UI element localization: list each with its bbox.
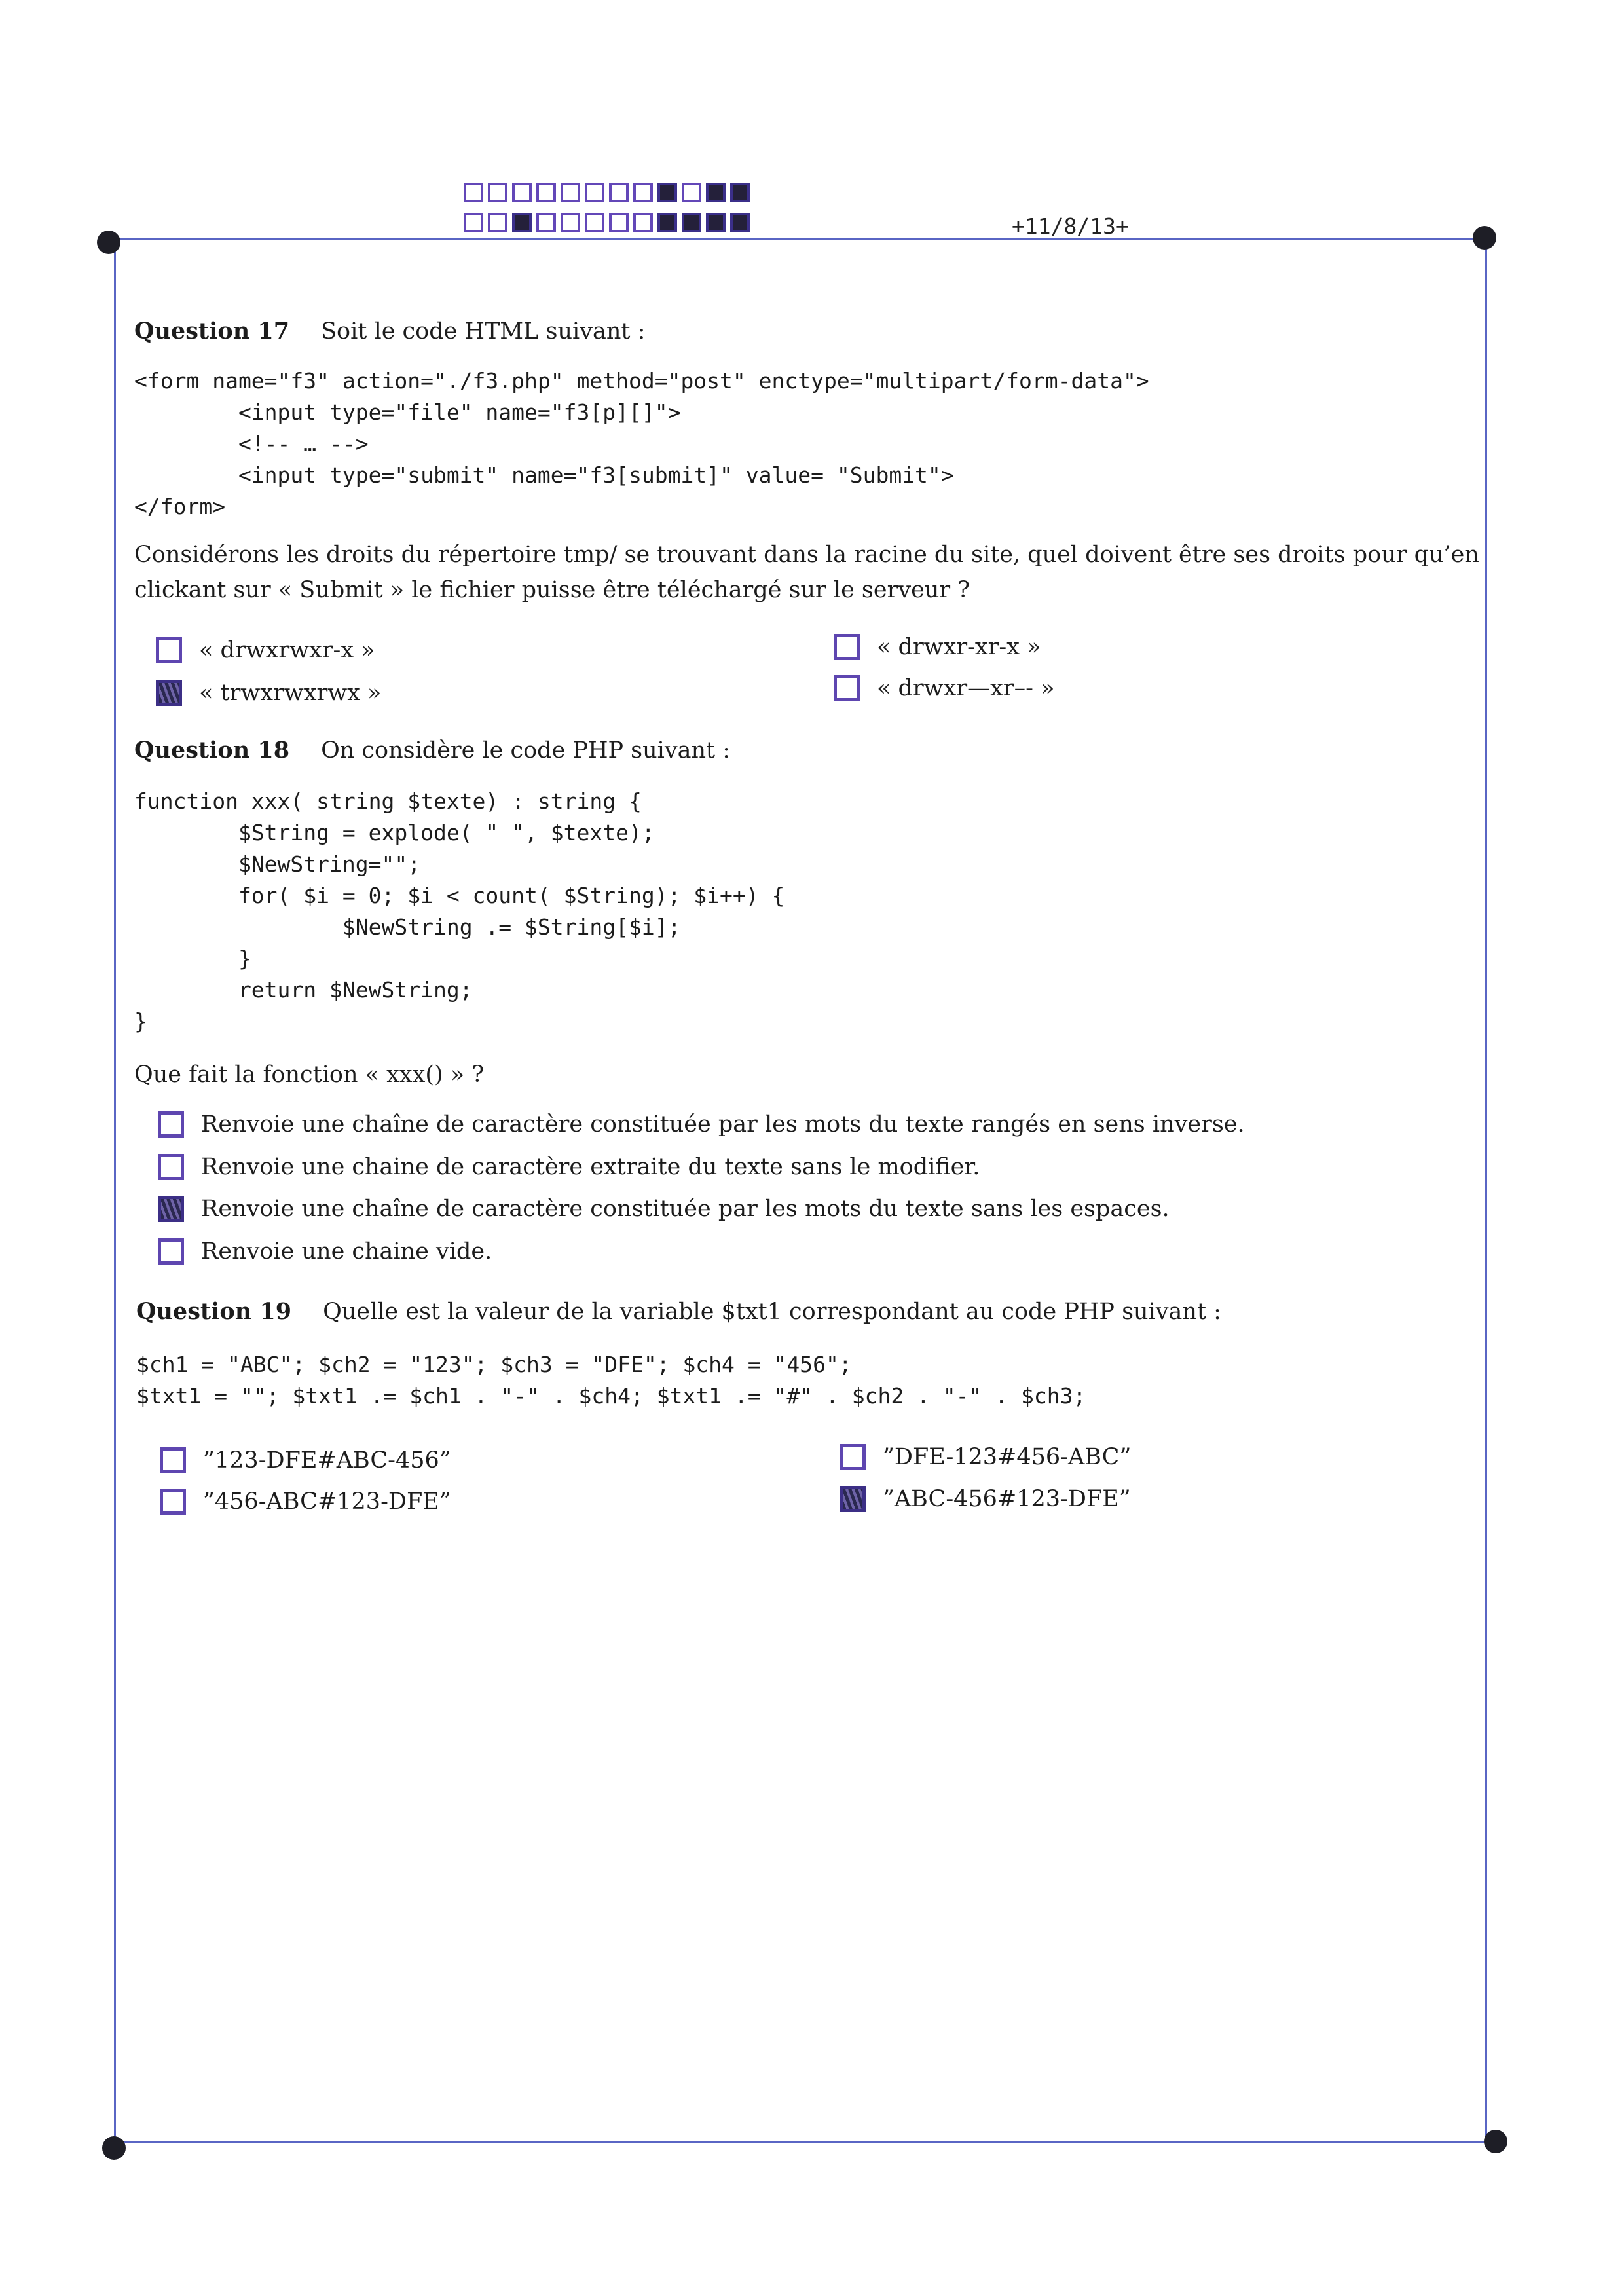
question-19-number: Question 19 <box>136 1298 292 1325</box>
answer-checkbox[interactable] <box>160 1489 186 1515</box>
answer-checkbox[interactable] <box>156 637 182 663</box>
answer-checkbox[interactable] <box>834 675 860 701</box>
answer-checkbox[interactable] <box>840 1486 866 1512</box>
barcode-cell <box>464 213 483 232</box>
answer-checkbox[interactable] <box>158 1196 184 1222</box>
option-label: Renvoie une chaîne de caractère constituée par les mots du texte rangés en sens inverse. <box>201 1111 1245 1138</box>
option-label: « drwxr—xr–- » <box>877 675 1055 701</box>
barcode-cell <box>536 213 556 232</box>
option-label: Renvoie une chaine vide. <box>201 1238 492 1265</box>
question-17-option-2[interactable] <box>834 634 1041 660</box>
barcode-cell <box>633 183 653 202</box>
question-19-intro: Quelle est la valeur de la variable $txt1 correspondant au code PHP suivant : <box>323 1299 1221 1325</box>
barcode-cell <box>536 183 556 202</box>
question-18-title <box>134 737 730 764</box>
corner-mark-bottom-left <box>102 2136 126 2160</box>
option-label: « drwxr-xr-x » <box>877 634 1041 660</box>
question-18-code: function xxx( string $texte) : string { $String = explode( " ", $texte); $NewString=""; for( $i = 0; $i < count( $String); $i++) { $NewString .= $String[$i]; } return $NewString; } <box>134 788 785 1034</box>
answer-checkbox[interactable] <box>158 1154 184 1180</box>
page-id: +11/8/13+ <box>1012 213 1129 239</box>
question-17-title <box>134 318 645 344</box>
barcode-cell <box>464 183 483 202</box>
frame-top-line <box>111 238 1488 240</box>
corner-mark-top-left <box>97 231 120 254</box>
barcode-cell <box>682 183 701 202</box>
answer-checkbox[interactable] <box>158 1111 184 1138</box>
frame-left-line <box>114 238 116 2149</box>
barcode-cell <box>561 213 580 232</box>
question-17-option-4[interactable] <box>834 675 1054 701</box>
barcode-row-1 <box>464 183 754 202</box>
corner-mark-top-right <box>1473 226 1496 250</box>
question-18-option-2[interactable] <box>158 1154 980 1180</box>
barcode-cell <box>512 183 532 202</box>
question-19-option-4[interactable] <box>840 1486 1131 1512</box>
barcode-cell <box>682 213 701 232</box>
barcode-cell <box>657 183 677 202</box>
question-17-intro: Soit le code HTML suivant : <box>321 318 646 344</box>
question-18-option-1[interactable] <box>158 1111 1245 1138</box>
answer-checkbox[interactable] <box>834 634 860 660</box>
barcode-cell <box>488 183 507 202</box>
barcode-cell <box>730 213 750 232</box>
question-19-option-1[interactable] <box>160 1447 451 1473</box>
question-18-option-4[interactable] <box>158 1238 492 1265</box>
question-17-option-3[interactable] <box>156 680 381 706</box>
barcode-cell <box>706 213 726 232</box>
question-18-number: Question 18 <box>134 737 290 764</box>
question-17-code: <form name="f3" action="./f3.php" method="post" enctype="multipart/form-data"> <input type="file" name="f3[p][]"> <!-- … --> <input type="submit" name="f3[submit]" value= "Submit"> </form> <box>134 368 1149 519</box>
frame-bottom-line <box>114 2141 1501 2143</box>
barcode-cell <box>561 183 580 202</box>
barcode-cell <box>633 213 653 232</box>
barcode-cell <box>585 183 604 202</box>
barcode-cell <box>609 183 629 202</box>
answer-checkbox[interactable] <box>840 1444 866 1470</box>
option-label: Renvoie une chaine de caractère extraite du texte sans le modifier. <box>201 1154 980 1180</box>
barcode-cell <box>512 213 532 232</box>
option-label: ”123-DFE#ABC-456” <box>203 1447 451 1473</box>
question-19-option-2[interactable] <box>840 1444 1131 1470</box>
frame-right-line <box>1485 238 1487 2145</box>
barcode-cell <box>585 213 604 232</box>
question-18-option-3[interactable] <box>158 1196 1170 1222</box>
corner-mark-bottom-right <box>1484 2130 1507 2153</box>
question-18-text: Que fait la fonction « xxx() » ? <box>134 1062 485 1088</box>
option-label: ”456-ABC#123-DFE” <box>203 1489 451 1515</box>
option-label: ”ABC-456#123-DFE” <box>883 1486 1131 1512</box>
barcode-cell <box>657 213 677 232</box>
question-18-intro: On considère le code PHP suivant : <box>321 737 731 764</box>
barcode-cell <box>488 213 507 232</box>
barcode-cell <box>730 183 750 202</box>
barcode-cell <box>609 213 629 232</box>
question-17-text: Considérons les droits du répertoire tmp/ se trouvant dans la racine du site, quel doivent être ses droits pour qu’en clickant sur « Submit » le fichier puisse être téléchargé sur le serveur ? <box>134 542 1479 603</box>
question-19-option-3[interactable] <box>160 1489 451 1515</box>
answer-checkbox[interactable] <box>160 1447 186 1473</box>
option-label: ”DFE-123#456-ABC” <box>883 1444 1132 1470</box>
option-label: Renvoie une chaîne de caractère constituée par les mots du texte sans les espaces. <box>201 1196 1170 1222</box>
answer-checkbox[interactable] <box>158 1238 184 1265</box>
barcode-cell <box>706 183 726 202</box>
question-19-title <box>136 1298 1221 1325</box>
answer-checkbox[interactable] <box>156 680 182 706</box>
barcode-row-2 <box>464 213 754 232</box>
option-label: « trwxrwxrwx » <box>199 680 382 706</box>
question-19-code: $ch1 = "ABC"; $ch2 = "123"; $ch3 = "DFE"; $ch4 = "456"; $txt1 = ""; $txt1 .= $ch1 . "-" . $ch4; $txt1 .= "#" . $ch2 . "-" . $ch3; <box>136 1352 1086 1409</box>
question-17-number: Question 17 <box>134 318 290 344</box>
option-label: « drwxrwxr-x » <box>199 637 375 663</box>
question-17-option-1[interactable] <box>156 637 375 663</box>
